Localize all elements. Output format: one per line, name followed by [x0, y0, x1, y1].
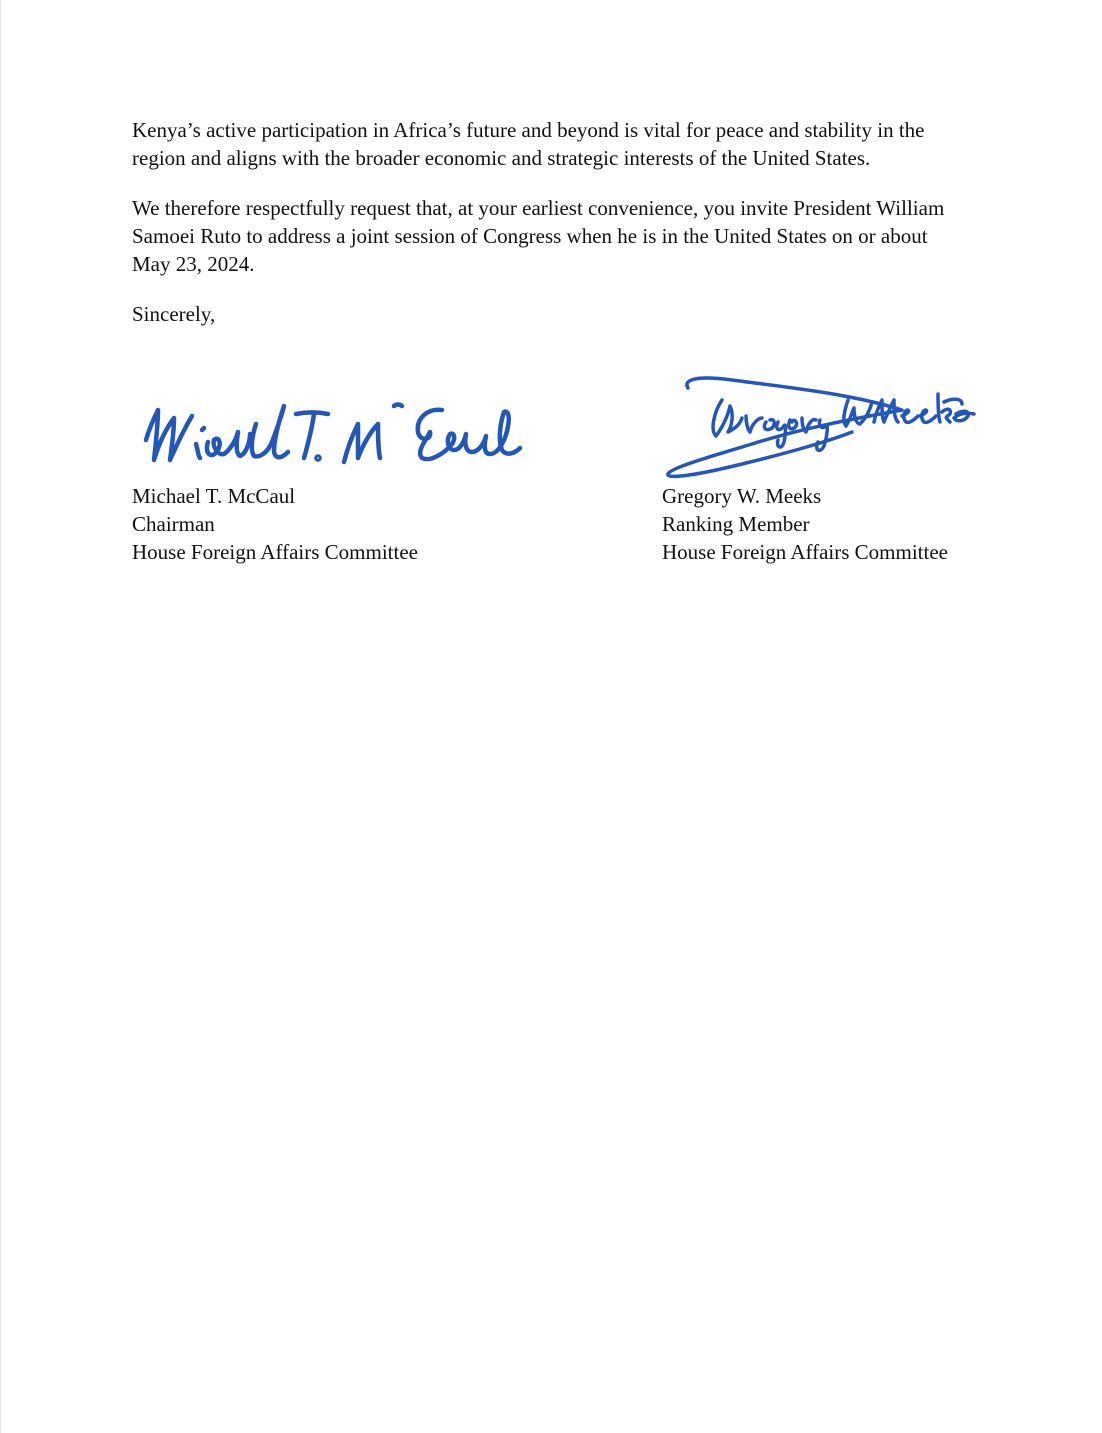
paragraph-line: We therefore respectfully request that, at your earliest convenience, you invite President William [132, 196, 945, 220]
paragraph-line: Samoei Ruto to address a joint session of Congress when he is in the United States on or about [132, 224, 928, 248]
page-edge [0, 0, 1, 1433]
letter-body [132, 116, 1012, 328]
handwritten-signature-meeks [662, 370, 1062, 482]
paragraph-line: region and aligns with the broader economic and strategic interests of the United States. [132, 146, 871, 170]
signer-title: Chairman [132, 512, 215, 536]
signature-block-mccaul [132, 370, 552, 566]
signer-name: Gregory W. Meeks [662, 484, 822, 508]
closing-salutation: Sincerely, [132, 302, 216, 326]
signer-committee: House Foreign Affairs Committee [132, 540, 418, 564]
signer-title: Ranking Member [662, 512, 810, 536]
paragraph-participation [132, 116, 1012, 172]
paragraph-request [132, 194, 1012, 278]
paragraph-line: Kenya’s active participation in Africa’s future and beyond is vital for peace and stability in the [132, 118, 925, 142]
signer-committee: House Foreign Affairs Committee [662, 540, 948, 564]
signer-name: Michael T. McCaul [132, 484, 296, 508]
paragraph-line: May 23, 2024. [132, 252, 255, 276]
handwritten-signature-mccaul [132, 370, 532, 482]
signature-block-meeks [662, 370, 1082, 566]
